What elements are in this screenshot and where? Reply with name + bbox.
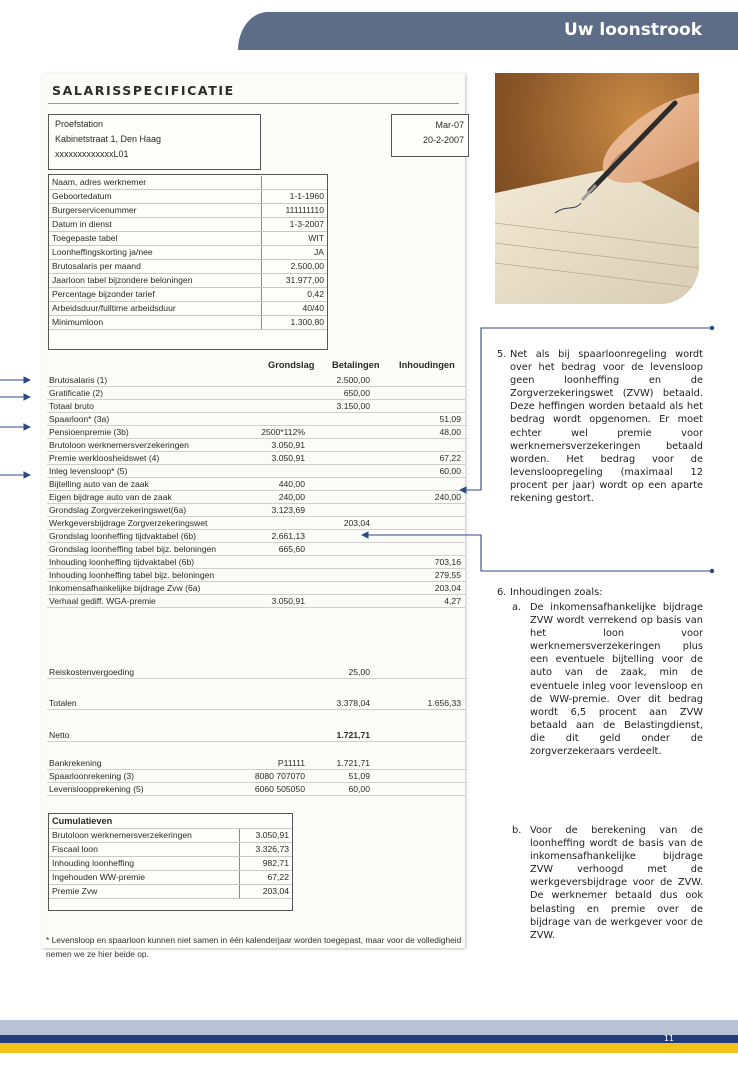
cumulatief-label: Ingehouden WW-premie [49,871,240,885]
employer-line: xxxxxxxxxxxxxL01 [55,149,129,159]
row-inhoudingen: 279,55 [434,570,461,580]
row-grondslag: 3.050,91 [271,440,305,450]
footer-band-yellow [0,1043,738,1053]
employee-row [49,316,327,330]
cumulatief-label: Fiscaal loon [49,843,240,857]
payslip-line [47,426,465,439]
totalen-row [47,697,465,710]
account-row [47,783,465,796]
row-label: Grondslag loonheffing tabel bijz. beloningen [49,544,217,554]
employee-field-label: Jaarloon tabel bijzondere beloningen [49,274,262,288]
row-label: Totaal bruto [49,401,94,411]
employee-field-label: Toegepaste tabel [49,232,262,246]
cumulatief-row [49,885,292,899]
cumulatief-row [49,829,292,843]
row-inhoudingen: 48,00 [439,427,461,437]
footnote: * Levensloop en spaarloon kunnen niet samen in één kalenderjaar worden toegepast, maar voor de volledigheid nemen we ze hier beide op. [46,935,462,959]
payslip-line [47,452,465,465]
row-grondslag: 240,00 [278,492,305,502]
cumulatieven-title: Cumulatieven [49,815,292,829]
note-5 [497,348,703,505]
payslip [42,73,465,959]
row-grondslag: 3.050,91 [271,596,305,606]
employee-row [49,288,327,302]
row-label: Gratificatie (2) [49,388,103,398]
row-label: Grondslag loonheffing tijdvaktabel (6b) [49,531,196,541]
account-row [47,757,465,770]
note-number: 5. [497,349,507,360]
row-label: Netto [49,730,70,740]
employee-field-value: 31.977,00 [262,274,327,288]
employee-field-value: 0,42 [262,288,327,302]
payslip-line [47,595,465,608]
row-label: Inhouding loonheffing tabel bijz. beloningen [49,570,215,580]
account-number: 8080 707070 [254,771,305,781]
account-amount: 1.721,71 [336,758,370,768]
photo-hand-writing [495,73,699,304]
arrow-dot [710,326,714,330]
row-betalingen: 3.150,00 [336,401,370,411]
employee-field-value: JA [262,246,327,260]
note-text: Voor de berekening van de loonheffing wordt de basis van de inkomensafhankelijke bijdrage ZVW verhoogd met de werkgeversbijdrage voor de ZVW. De werknemer betaald dus ook belasting en premie over de bijdrage van de werkgever voor de ZVW. [530,825,703,941]
row-betalingen: 3.378,04 [336,698,370,708]
reiskosten-row [47,666,465,679]
employee-field-value: 1.300,80 [262,316,327,330]
row-label: Reiskostenvergoeding [49,667,135,677]
employee-field-value: 40/40 [262,302,327,316]
row-inhoudingen: 1.656,33 [427,698,461,708]
row-label: Eigen bijdrage auto van de zaak [49,492,172,502]
row-betalingen: 25,00 [348,667,370,677]
note-6b [512,824,703,942]
payslip-line [47,374,465,387]
account-label: Levensloopprekening (5) [49,784,144,794]
row-inhoudingen: 4,27 [444,596,461,606]
employer-line: Kabinetstraat 1, Den Haag [55,134,162,144]
cumulatief-label: Brutoloon werknemersverzekeringen [49,829,240,843]
date-box [391,114,469,157]
cumulatief-row [49,843,292,857]
row-grondslag: 3.123,69 [271,505,305,515]
cumulatief-row [49,871,292,885]
employee-field-label: Percentage bijzonder tarief [49,288,262,302]
cumulatief-value: 3.050,91 [240,829,292,843]
date-text: 20-2-2007 [422,135,464,145]
row-label: Grondslag Zorgverzekeringswet(6a) [49,505,187,515]
employee-row [49,246,327,260]
employer-line: Proefstation [55,119,104,129]
note-text: De inkomensafhankelijke bijdrage ZVW wordt verrekend op basis van het loon voor werknemersverzekeringen plus een eventuele bijtelling voor de auto van de zaak, min de eventuele inleg voor levensloop en de WW-premie. Over dit bedrag wordt 6,5 procent aan ZVW betaald aan de Belastingdienst, die dit geld onder de zorgverzekeraars verdeelt. [530,602,703,758]
payslip-line [47,569,465,582]
row-inhoudingen: 203,04 [434,583,461,593]
row-label: Brutoloon werknemersverzekeringen [49,440,189,450]
row-betalingen: 203,04 [343,518,370,528]
employee-row [49,190,327,204]
row-label: Totalen [49,698,77,708]
payslip-line [47,439,465,452]
arrow-dot [710,569,714,573]
payslip-line [47,478,465,491]
payslip-title: SALARISSPECIFICATIE [52,83,235,98]
cumulatief-label: Premie Zvw [49,885,240,899]
footer-band-blue [0,1035,738,1043]
cumulatief-value: 982,71 [240,857,292,871]
cumulatief-row [49,857,292,871]
employee-field-value: 2.500,00 [262,260,327,274]
cumulatief-value: 67,22 [240,871,292,885]
account-amount: 51,09 [348,771,370,781]
employee-row [49,232,327,246]
employee-field-label: Minimumloon [49,316,262,330]
account-number: 6060 505050 [254,784,305,794]
row-label: Brutosalaris (1) [49,375,108,385]
row-label: Bijtelling auto van de zaak [49,479,149,489]
row-grondslag: 665,60 [278,544,305,554]
account-amount: 60,00 [348,784,370,794]
payslip-line [47,387,465,400]
payslip-line [47,491,465,504]
employee-field-value [262,176,327,190]
employee-field-label: Burgerservicenummer [49,204,262,218]
employee-table [49,176,327,330]
row-betalingen: 1.721,71 [336,730,370,740]
cumulatieven-box [48,813,293,911]
employee-field-value: WIT [262,232,327,246]
employee-row [49,260,327,274]
employee-field-value: 1-1-1960 [262,190,327,204]
payslip-line [47,413,465,426]
employer-box [48,114,261,170]
row-inhoudingen: 703,16 [434,557,461,567]
employee-field-label: Brutosalaris per maand [49,260,262,274]
payslip-line [47,465,465,478]
row-label: Verhaal gediff. WGA-premie [49,596,156,606]
account-label: Bankrekening [49,758,102,768]
row-grondslag: 3.050,91 [271,453,305,463]
account-label: Spaarloonrekening (3) [49,771,135,781]
payslip-line [47,543,465,556]
account-row [47,770,465,783]
note-text: Net als bij spaarloonregeling wordt over het bedrag voor de levensloop geen loonheffing en de Zorgverzekeringswet (ZVW) betaald. Deze heffingen worden betaald als het bedrag wordt opgenomen. Er moet echter wel premie voor werknemersverzekeringen betaald worden. Het bedrag voor de levensloopregeling (maximaal 12 procent per jaar) wordt op een aparte rekening gestort. [510,349,703,505]
payslip-line [47,582,465,595]
payslip-line [47,530,465,543]
employee-field-label: Naam, adres werknemer [49,176,262,190]
employee-row [49,204,327,218]
row-label: Inkomensafhankelijke bijdrage Zvw (6a) [49,583,201,593]
payslip-line [47,504,465,517]
payslip-line [47,517,465,530]
employee-field-label: Loonheffingskorting ja/nee [49,246,262,260]
payslip-line [47,556,465,569]
row-betalingen: 2.500,00 [336,375,370,385]
period-text: Mar-07 [435,120,464,130]
row-inhoudingen: 67,22 [439,453,461,463]
note-number: 6. [497,587,507,598]
row-label: Pensioenpremie (3b) [49,427,129,437]
header-tab [238,12,738,50]
employee-field-value: 1-3-2007 [262,218,327,232]
employee-field-label: Datum in dienst [49,218,262,232]
row-label: Premie werkloosheidswet (4) [49,453,160,463]
employee-row [49,176,327,190]
employee-row [49,302,327,316]
cumulatief-value: 3.326,73 [240,843,292,857]
row-inhoudingen: 51,09 [439,414,461,424]
row-grondslag: 2500*112% [261,427,305,437]
note-text: Inhoudingen zoals: [510,587,603,598]
col-header-grondslag: Grondslag [268,360,315,370]
row-label: Inhouding loonheffing tijdvaktabel (6b) [49,557,195,567]
employee-field-label: Geboortedatum [49,190,262,204]
col-header-inhoudingen: Inhoudingen [399,360,455,370]
employee-row [49,218,327,232]
cumulatief-value: 203,04 [240,885,292,899]
note-6a [512,601,703,758]
employee-box [48,174,328,350]
row-inhoudingen: 240,00 [434,492,461,502]
page-title: Uw loonstrook [563,20,702,40]
employee-field-label: Arbeidsduur/fulltime arbeidsduur [49,302,262,316]
payslip-line [47,400,465,413]
footer-band-gray [0,1020,738,1035]
cumulatieven-table [49,815,292,899]
note-letter: b. [512,825,522,836]
row-label: Werkgeversbijdrage Zorgverzekeringswet [49,518,208,528]
title-rule [48,103,459,104]
row-grondslag: 2.661,13 [271,531,305,541]
row-label: Spaarloon* (3a) [49,414,110,424]
cumulatief-label: Inhouding loonheffing [49,857,240,871]
col-header-betalingen: Betalingen [332,360,380,370]
employee-field-value: 111111110 [262,204,327,218]
row-grondslag: 440,00 [278,479,305,489]
note-6 [497,586,703,599]
note-letter: a. [512,602,522,613]
account-number: P11111 [277,758,305,768]
row-label: Inleg levensloop* (5) [49,466,128,476]
row-betalingen: 650,00 [343,388,370,398]
row-inhoudingen: 60,00 [439,466,461,476]
netto-row [47,729,465,742]
employee-row [49,274,327,288]
page-number: 11 [663,1034,674,1043]
